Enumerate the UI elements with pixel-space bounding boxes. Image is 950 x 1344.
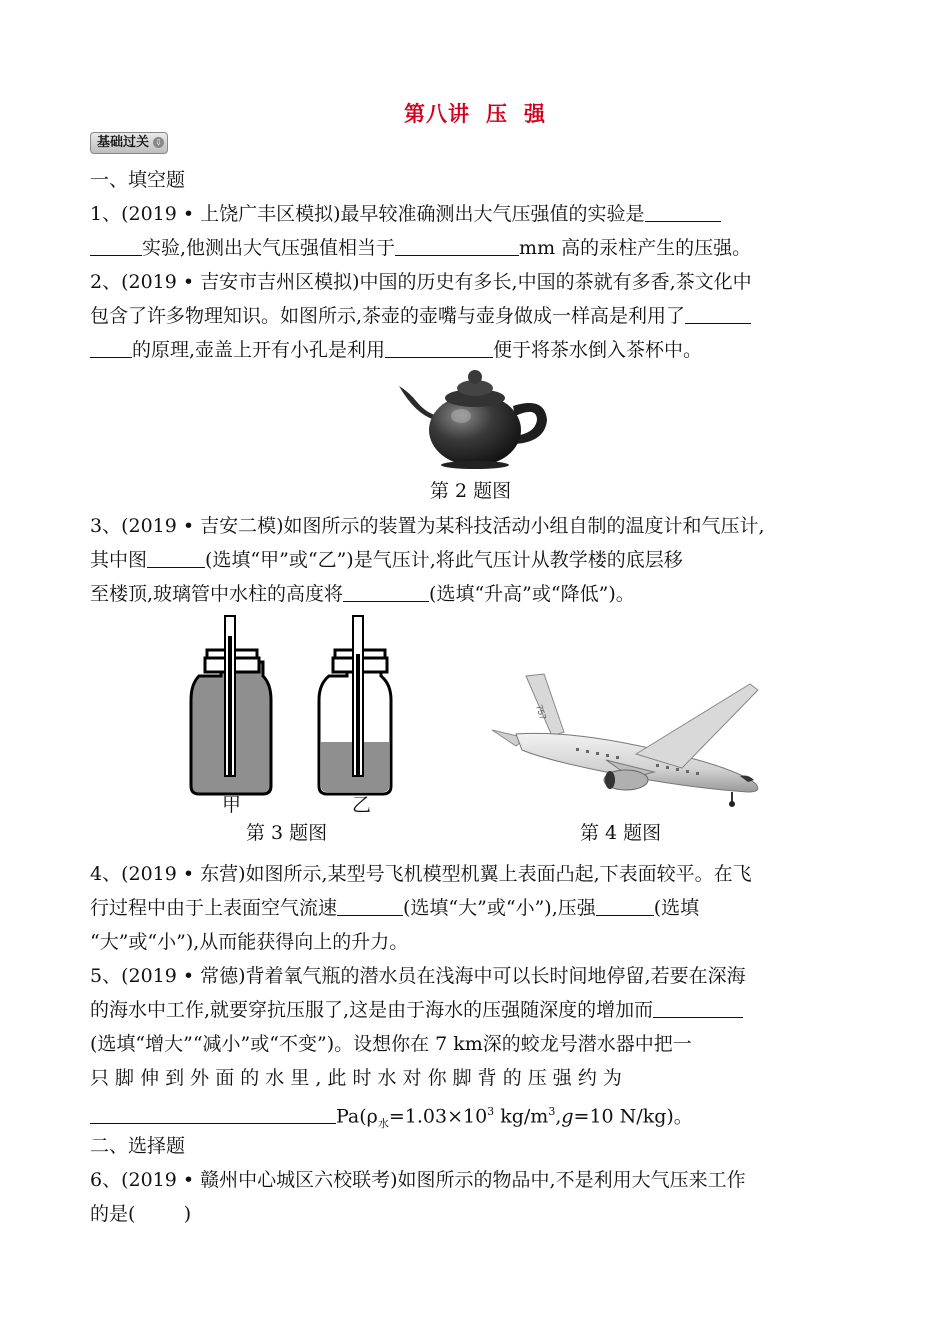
q1-blank-1b — [90, 237, 142, 256]
q1-text-a: 1、(2019 • 上饶广丰区模拟)最早较准确测出大气压强值的实验是 — [90, 203, 645, 225]
q5-line2 — [90, 996, 865, 1024]
q4-text-a: 行过程中由于上表面空气流速 — [90, 897, 338, 919]
q3-blank-1 — [147, 549, 205, 568]
q4-blank-1 — [337, 897, 403, 916]
q1-blank-2 — [395, 237, 519, 256]
q3-line1: 3、(2019 • 吉安二模)如图所示的装置为某科技活动小组自制的温度计和气压计, — [90, 515, 765, 537]
q6-line1: 6、(2019 • 赣州中心城区六校联考)如图所示的物品中,不是利用大气压来工作 — [90, 1169, 746, 1191]
q4-blank-2 — [596, 897, 654, 916]
q1-text-c: mm 高的汞柱产生的压强。 — [519, 237, 752, 259]
q3-line2 — [90, 546, 865, 574]
title-part3: 强 — [524, 101, 546, 126]
q4-line2 — [90, 894, 865, 922]
airplane-figure — [486, 660, 776, 810]
q5-line3: (选填“增大”“减小”或“不变”)。设想你在 7 km深的蛟龙号潜水器中把一 — [90, 1033, 692, 1055]
q4-text-b: (选填“大”或“小”),压强 — [403, 897, 596, 919]
q3-text-a: 其中图 — [90, 549, 148, 571]
q3-text-c: 至楼顶,玻璃管中水柱的高度将 — [90, 583, 344, 605]
q3-text-b: (选填“甲”或“乙”)是气压计,将此气压计从教学楼的底层移 — [205, 549, 683, 571]
q2-text-c: 便于将茶水倒入茶杯中。 — [493, 339, 703, 361]
q5-g-symbol: g — [561, 1105, 574, 1128]
section1-heading: 一、填空题 — [90, 169, 186, 191]
q5-line4: 只 脚 伸 到 外 面 的 水 里 , 此 时 水 对 你 脚 背 的 压 强 约 为 — [90, 1067, 622, 1089]
q4-line1: 4、(2019 • 东营)如图所示,某型号飞机模型机翼上表面凸起,下表面较平。在飞 — [90, 863, 752, 885]
down-arrow-icon: ⇩ — [153, 137, 164, 148]
q4-text-c: (选填 — [653, 897, 700, 919]
section-badge — [90, 132, 168, 154]
q5-sup-1: 3 — [487, 1105, 495, 1118]
q5-formula-c: kg/m — [494, 1105, 549, 1128]
q5-blank-2 — [90, 1105, 336, 1124]
q5-line1: 5、(2019 • 常德)背着氧气瓶的潜水员在浅海中可以长时间地停留,若要在深海 — [90, 965, 746, 987]
q2-line3 — [90, 336, 865, 364]
badge-label: 基础过关 — [97, 135, 150, 150]
q3-text-d: (选填“升高”或“降低”)。 — [429, 583, 635, 605]
tail-number: 757 — [534, 703, 549, 721]
bottle-yi — [319, 616, 391, 794]
bottles-figure — [185, 614, 405, 818]
q2-blank-2 — [385, 339, 493, 358]
bottle-jia — [191, 616, 271, 794]
q2-blank-1b — [90, 339, 132, 358]
q5-sub-water: 水 — [377, 1117, 389, 1131]
q3-line3 — [90, 580, 865, 608]
q5-blank-1 — [653, 999, 743, 1018]
q5-formula-b: =1.03×10 — [388, 1105, 488, 1128]
q2-text-b: 的原理,壶盖上开有小孔是利用 — [132, 339, 386, 361]
title-part2: 压 — [486, 101, 508, 126]
q1-line1 — [90, 200, 865, 228]
q3-blank-2 — [343, 583, 429, 602]
label-yi: 乙 — [352, 794, 372, 816]
fig4-caption: 第 4 题图 — [580, 822, 662, 844]
q5-formula-a: Pa(ρ — [336, 1105, 378, 1128]
q5-formula-d: , — [555, 1105, 562, 1128]
q1-text-b: 实验,他测出大气压强值相当于 — [142, 237, 396, 259]
label-jia: 甲 — [222, 794, 242, 816]
teapot-figure — [395, 362, 555, 470]
fig3-caption: 第 3 题图 — [246, 822, 328, 844]
q2-text-a: 包含了许多物理知识。如图所示,茶壶的壶嘴与壶身做成一样高是利用了 — [90, 305, 686, 327]
q2-blank-1 — [685, 305, 751, 324]
fig2-caption: 第 2 题图 — [430, 480, 512, 502]
q2-line2 — [90, 302, 865, 330]
q2-line1: 2、(2019 • 吉安市吉州区模拟)中国的历史有多长,中国的茶就有多香,茶文化中 — [90, 271, 752, 293]
q5-text-a: 的海水中工作,就要穿抗压服了,这是由于海水的压强随深度的增加而 — [90, 999, 654, 1021]
q6-line2: 的是( ) — [90, 1203, 192, 1225]
q5-formula-e: =10 N/kg)。 — [573, 1105, 693, 1128]
q1-line2 — [90, 234, 865, 262]
page-title — [0, 98, 950, 128]
title-part1: 第八讲 — [404, 101, 470, 126]
section2-heading: 二、选择题 — [90, 1135, 186, 1157]
q5-sup-2: 3 — [548, 1105, 556, 1118]
q4-line3: “大”或“小”),从而能获得向上的升力。 — [90, 931, 409, 953]
q1-blank-1 — [645, 203, 721, 222]
